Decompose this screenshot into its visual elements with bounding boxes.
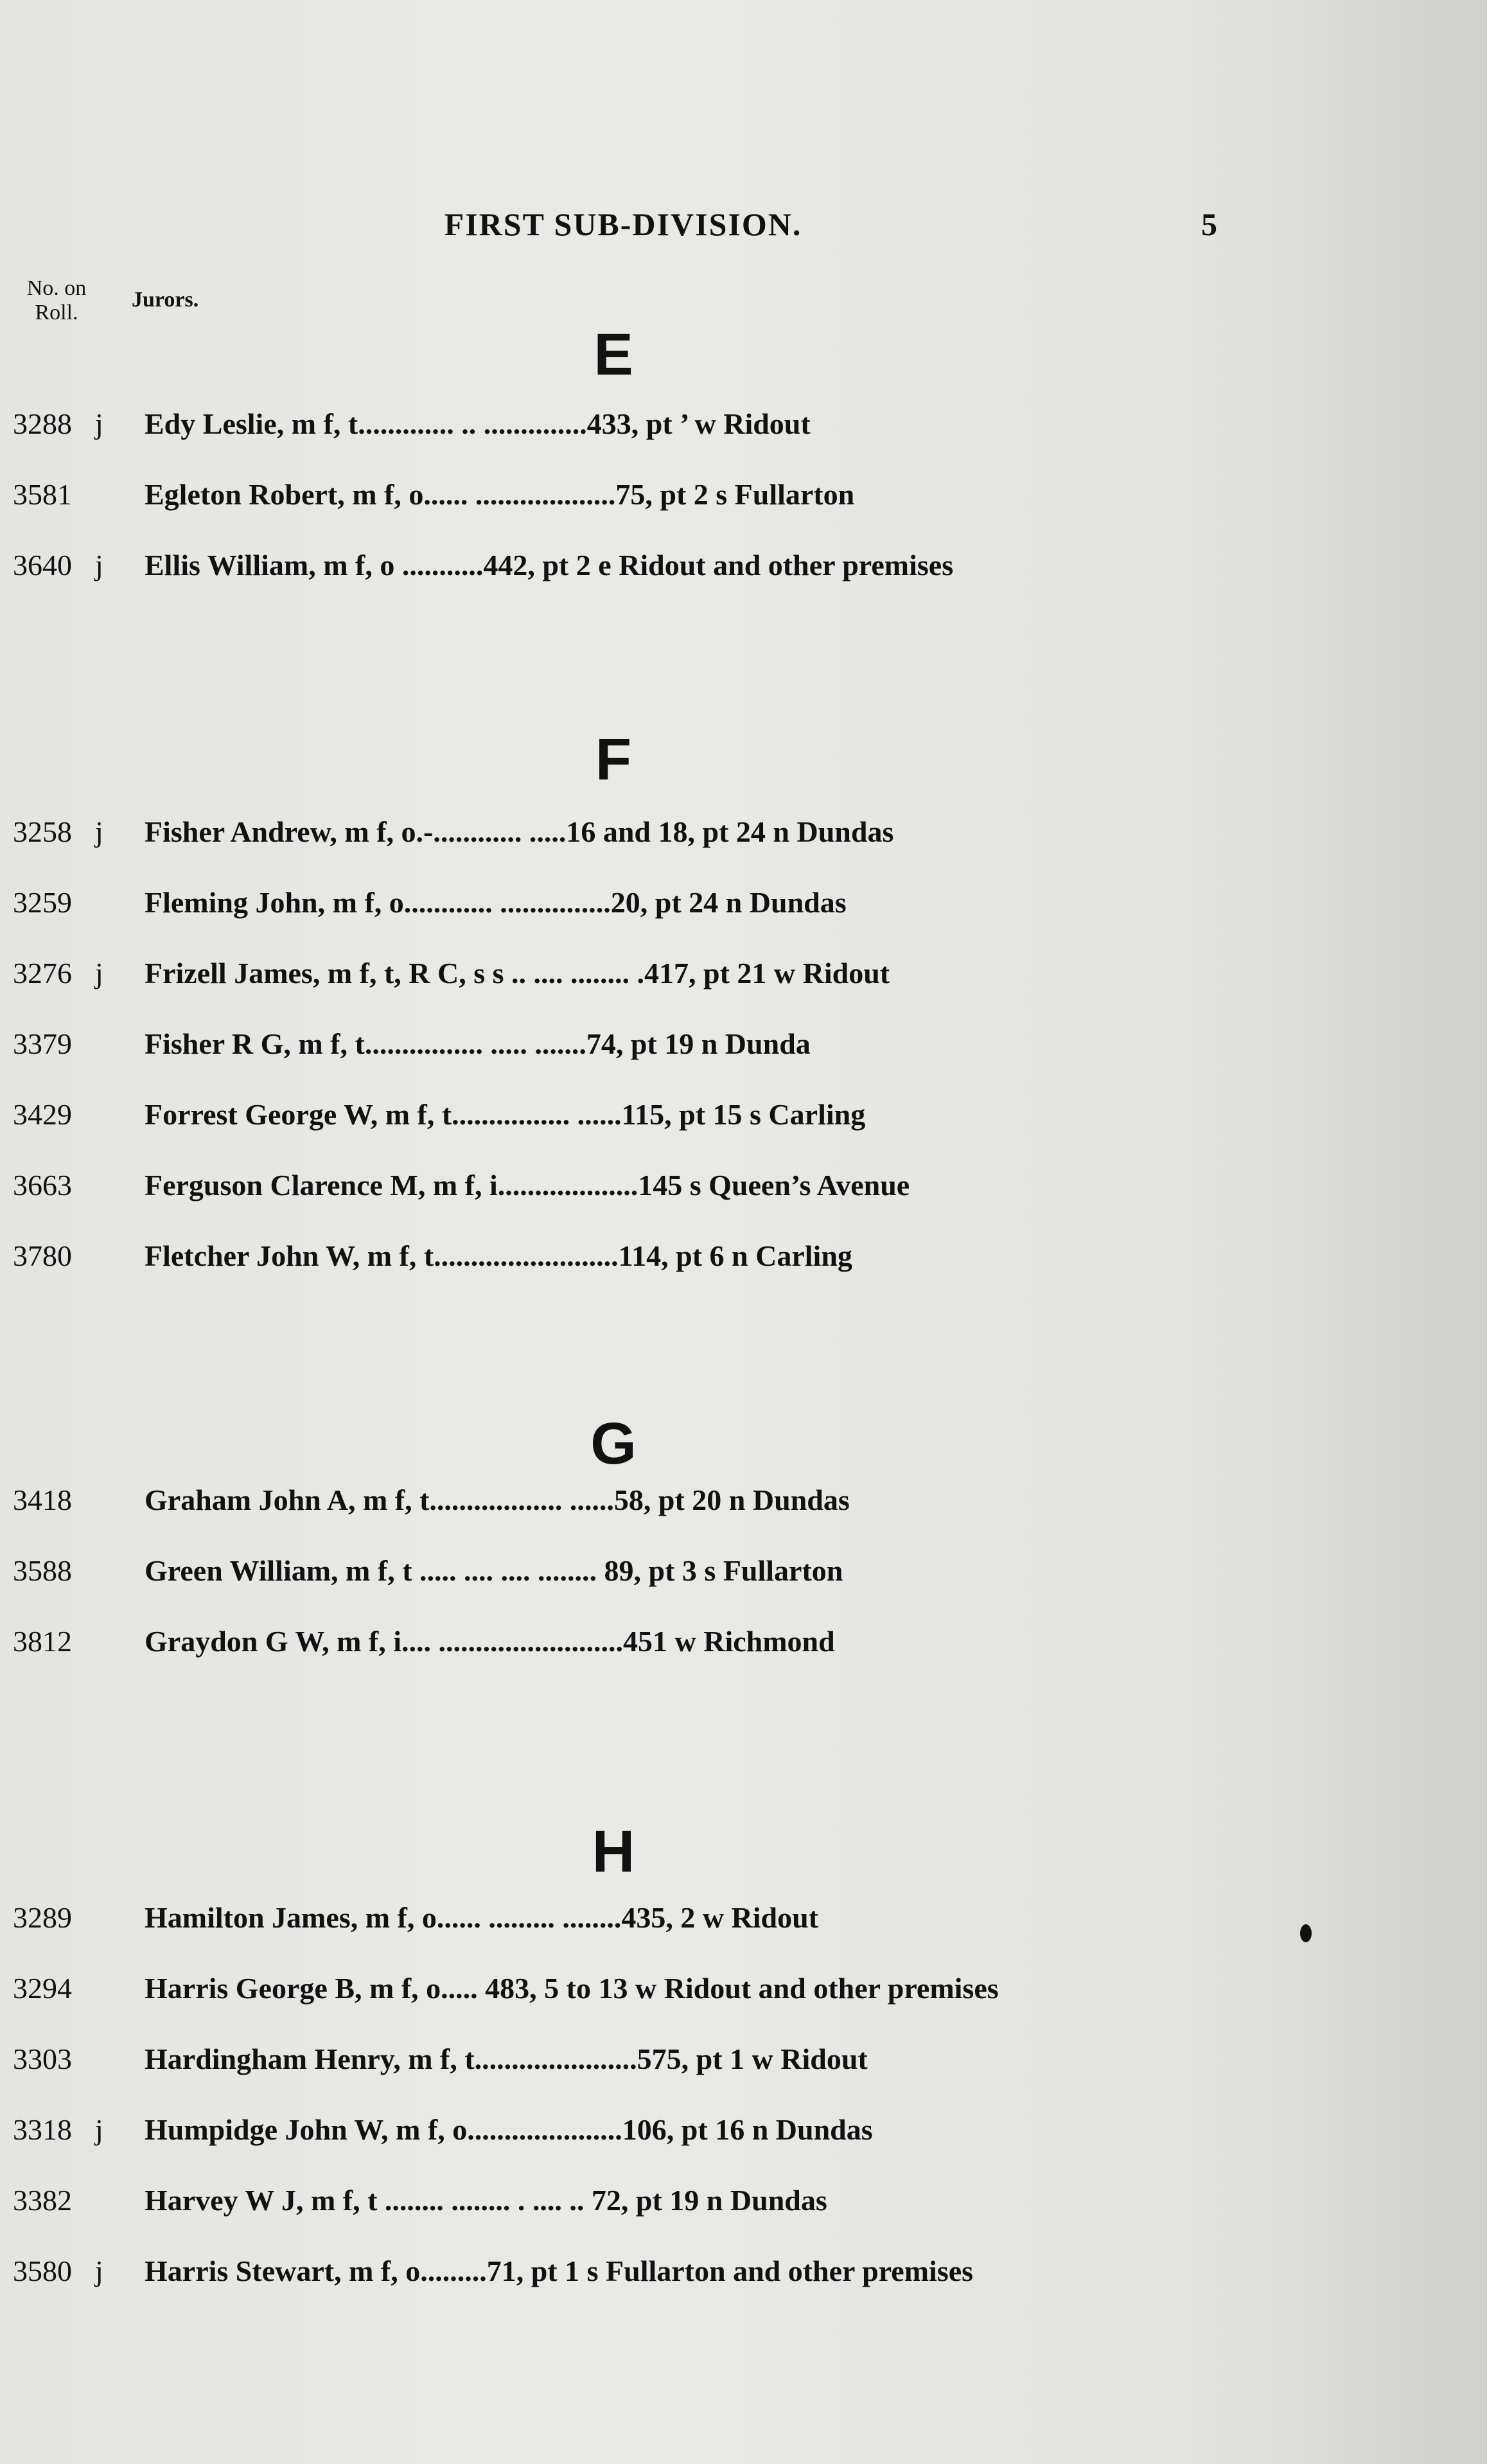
roll-number: 3318 (13, 2113, 72, 2146)
juror-row (0, 2040, 1285, 2078)
roll-number: 3588 (13, 1554, 72, 1587)
roll-number: 3580 (13, 2255, 72, 2287)
column-header-jurors: Jurors. (132, 288, 199, 312)
section-letter-h: H (592, 1819, 635, 1884)
roll-number: 3640 (13, 549, 72, 581)
roll-number: 3581 (13, 478, 72, 511)
juror-mark: j (95, 957, 103, 989)
juror-row (0, 546, 1285, 585)
roll-number: 3288 (13, 407, 72, 440)
juror-mark: j (95, 815, 103, 848)
juror-row (0, 883, 1285, 922)
juror-row (0, 813, 1285, 851)
roll-number: 3258 (13, 815, 72, 848)
section-letter-f: F (595, 727, 632, 792)
roll-number: 3429 (13, 1098, 72, 1131)
roll-number: 3663 (13, 1169, 72, 1201)
juror-entry: Harris George B, m f, o..... 483, 5 to 13 w Ridout and other premises (145, 1972, 999, 2005)
ink-blot (1300, 1924, 1312, 1942)
juror-entry: Fletcher John W, m f, t.........................114, pt 6 n Carling (145, 1239, 852, 1272)
juror-row (0, 405, 1285, 443)
roll-number: 3303 (13, 2043, 72, 2075)
juror-row (0, 475, 1285, 514)
juror-mark: j (95, 407, 103, 440)
juror-entry: Humpidge John W, m f, o.....................106, pt 16 n Dundas (145, 2113, 873, 2146)
roll-number: 3294 (13, 1972, 72, 2005)
juror-row (0, 2252, 1285, 2291)
juror-entry: Egleton Robert, m f, o...... ...................75, pt 2 s Fullarton (145, 478, 855, 511)
juror-entry: Forrest George W, m f, t................ ......115, pt 15 s Carling (145, 1098, 866, 1131)
juror-entry: Ferguson Clarence M, m f, i...................145 s Queen’s Avenue (145, 1169, 910, 1201)
juror-row (0, 1552, 1285, 1590)
juror-entry: Edy Leslie, m f, t............. .. ..............433, pt ’ w Ridout (145, 407, 811, 440)
juror-row (0, 1025, 1285, 1063)
juror-row (0, 1969, 1285, 2008)
juror-entry: Frizell James, m f, t, R C, s s .. .... ........ .417, pt 21 w Ridout (145, 957, 890, 989)
roll-number: 3259 (13, 886, 72, 919)
roll-number: 3382 (13, 2184, 72, 2217)
juror-entry: Fisher R G, m f, t................ ..... .......74, pt 19 n Dunda (145, 1027, 811, 1060)
roll-number: 3812 (13, 1625, 72, 1658)
roll-number: 3276 (13, 957, 72, 989)
page-number: 5 (1201, 206, 1217, 242)
juror-mark: j (95, 2255, 103, 2287)
juror-row (0, 954, 1285, 993)
juror-row (0, 1166, 1285, 1205)
section-letter-e: E (594, 322, 633, 387)
juror-entry: Graydon G W, m f, i.... .........................451 w Richmond (145, 1625, 835, 1658)
juror-row (0, 1481, 1285, 1520)
roll-number: 3379 (13, 1027, 72, 1060)
juror-row (0, 2181, 1285, 2220)
page-title: FIRST SUB-DIVISION. (444, 206, 802, 242)
juror-mark: j (95, 2113, 103, 2146)
juror-row (0, 1622, 1285, 1661)
section-letter-g: G (590, 1411, 637, 1476)
juror-mark: j (95, 549, 103, 581)
juror-entry: Hamilton James, m f, o...... ......... ........435, 2 w Ridout (145, 1901, 819, 1934)
roll-number: 3289 (13, 1901, 72, 1934)
juror-row (0, 1899, 1285, 1937)
roll-number: 3780 (13, 1239, 72, 1272)
juror-entry: Hardingham Henry, m f, t......................575, pt 1 w Ridout (145, 2043, 868, 2075)
juror-entry: Ellis William, m f, o ...........442, pt 2 e Ridout and other premises (145, 549, 954, 581)
juror-entry: Fleming John, m f, o............ ...............20, pt 24 n Dundas (145, 886, 847, 919)
juror-entry: Harris Stewart, m f, o.........71, pt 1 s Fullarton and other premises (145, 2255, 974, 2287)
juror-row (0, 2111, 1285, 2149)
juror-row (0, 1095, 1285, 1134)
juror-entry: Graham John A, m f, t.................. ......58, pt 20 n Dundas (145, 1484, 850, 1516)
juror-row (0, 1237, 1285, 1275)
roll-number: 3418 (13, 1484, 72, 1516)
juror-entry: Fisher Andrew, m f, o.-............ .....16 and 18, pt 24 n Dundas (145, 815, 894, 848)
juror-entry: Green William, m f, t ..... .... .... ........ 89, pt 3 s Fullarton (145, 1554, 843, 1587)
juror-entry: Harvey W J, m f, t ........ ........ . .... .. 72, pt 19 n Dundas (145, 2184, 827, 2217)
column-header-roll-number: No. on Roll. (26, 276, 87, 324)
